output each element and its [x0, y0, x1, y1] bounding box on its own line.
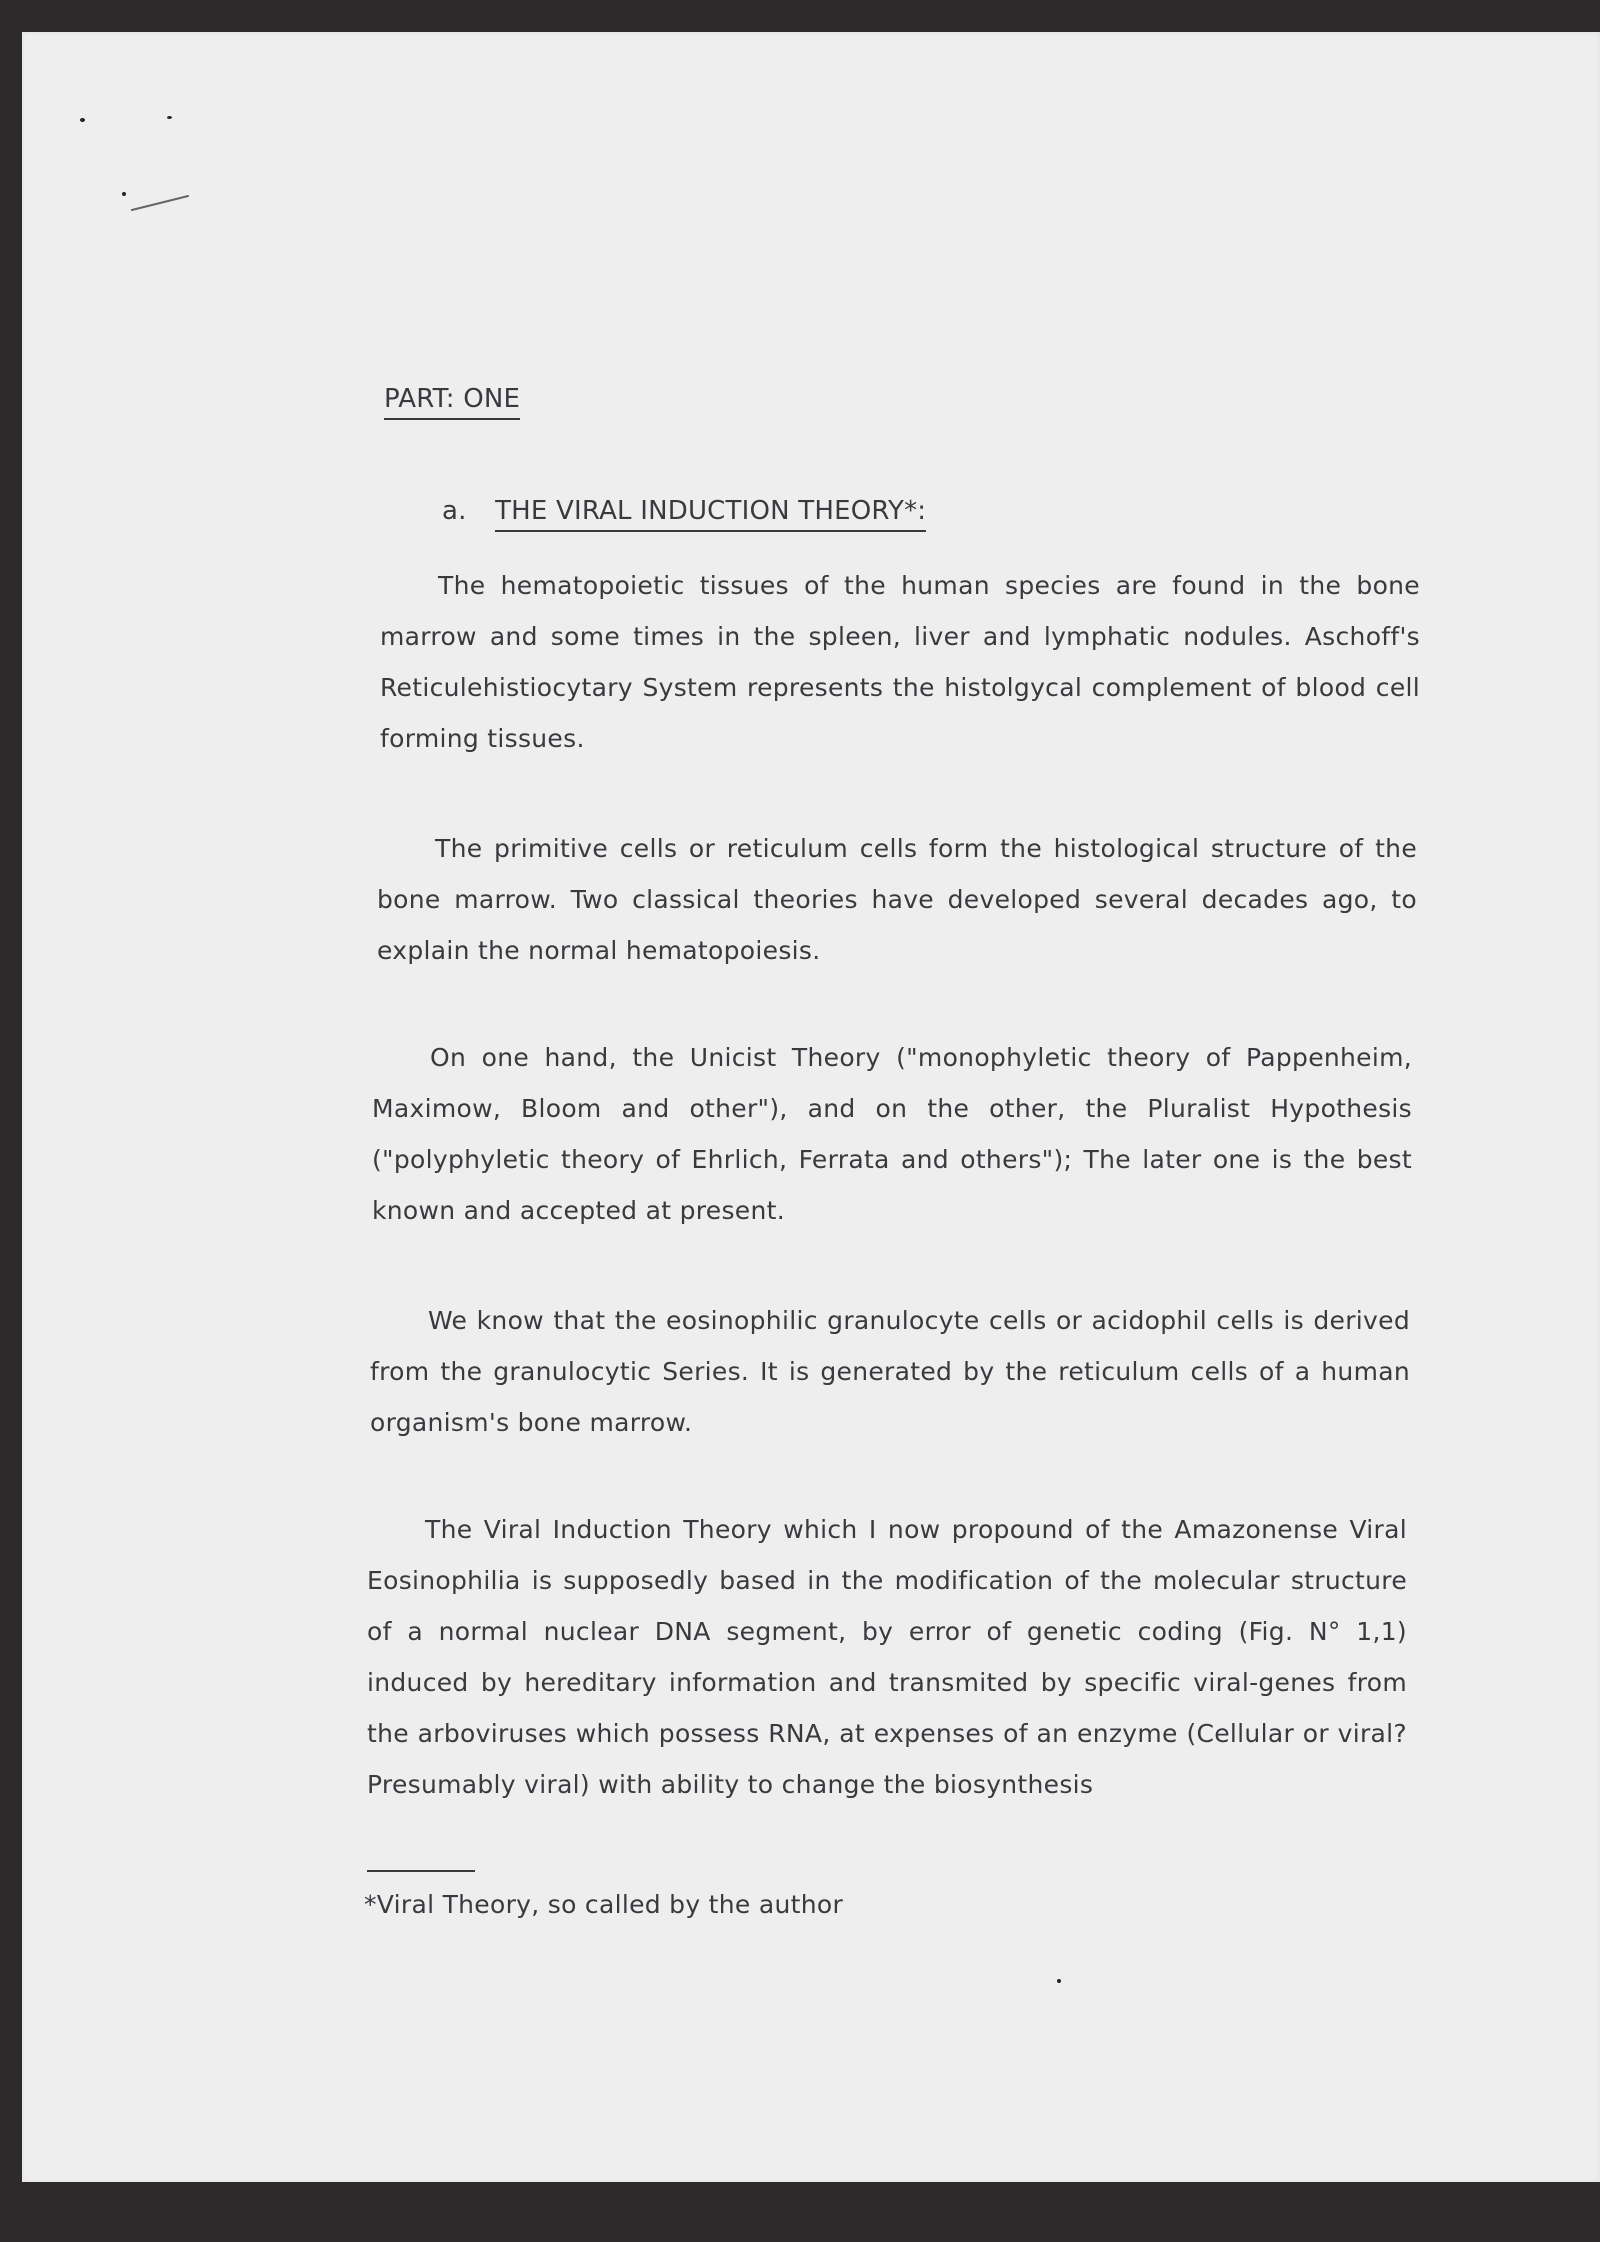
document-page — [22, 32, 1600, 2182]
section-marker: a. — [442, 496, 467, 526]
part-title: PART: ONE — [384, 384, 520, 420]
paper-speck — [80, 118, 85, 122]
paragraph-primitive-cells: The primitive cells or reticulum cells form the histological structure of the bone marrow. Two classical theories have developed several decades ago, to explain the normal hematopoiesis. — [377, 834, 1417, 965]
paragraph-eosinophilic-cells: We know that the eosinophilic granulocyte cells or acidophil cells is derived from the granulocytic Series. It is generated by the reticulum cells of a human organism's bone marrow. — [370, 1306, 1410, 1437]
paragraph-theories: On one hand, the Unicist Theory ("monophyletic theory of Pappenheim, Maximow, Bloom and other"), and on the other, the Pluralist Hypothesis ("polyphyletic theory of Ehrlich, Ferrata and others"); The later one is the best known and accepted at present. — [372, 1043, 1412, 1225]
footnote: *Viral Theory, so called by the author — [364, 1890, 844, 1919]
footnote-divider — [367, 1870, 475, 1872]
section-title: THE VIRAL INDUCTION THEORY*: — [495, 496, 926, 532]
paper-mark — [131, 195, 190, 211]
paper-speck — [1057, 1979, 1061, 1983]
paragraph-hematopoietic-tissues: The hematopoietic tissues of the human species are found in the bone marrow and some times in the spleen, liver and lymphatic nodules. Aschoff's Reticulehistiocytary System represents the histolgycal complement of blood cell forming tissues. — [380, 571, 1420, 753]
paper-speck — [122, 192, 126, 196]
paragraph-viral-induction: The Viral Induction Theory which I now propound of the Amazonense Viral Eosinophilia is supposedly based in the modification of the molecular structure of a normal nuclear DNA segment, by error of genetic coding (Fig. N° 1,1) induced by hereditary information and transmited by specific viral-genes from the arboviruses which possess RNA, at expenses of an enzyme (Cellular or viral? Presumably viral) with ability to change the biosynthesis — [367, 1515, 1407, 1799]
paper-speck — [167, 116, 172, 119]
section-heading — [442, 496, 926, 526]
